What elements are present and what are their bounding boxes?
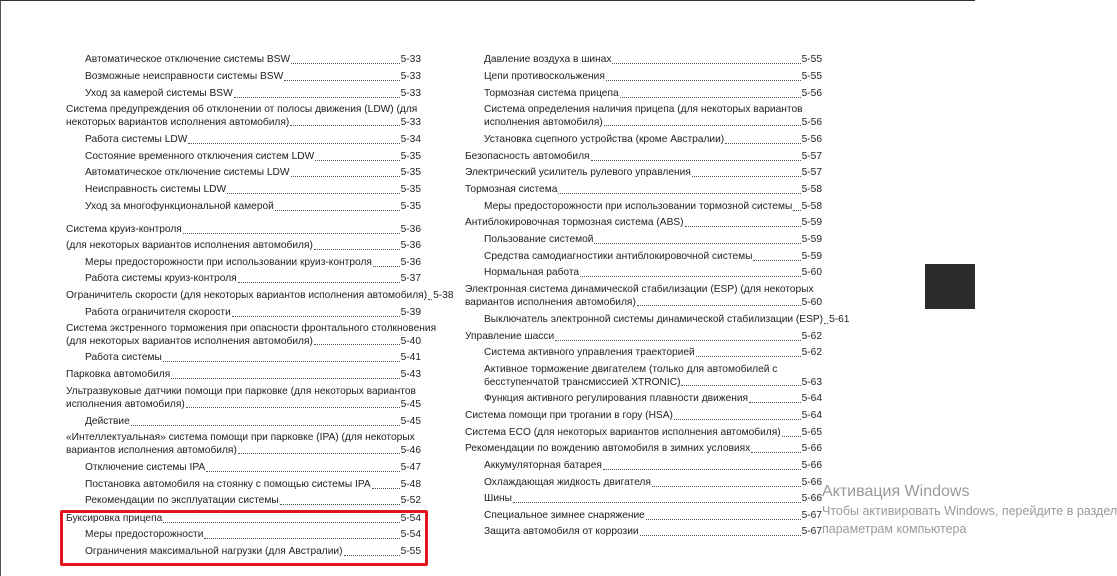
toc-entry-title: Работа системы xyxy=(85,352,162,363)
toc-page-number: 5-33 xyxy=(400,88,421,99)
dot-leader xyxy=(186,407,400,408)
toc-entry[interactable] xyxy=(66,71,421,84)
dot-leader xyxy=(696,356,801,357)
toc-entry[interactable] xyxy=(465,460,822,473)
toc-page-number: 5-66 xyxy=(801,477,822,488)
toc-page-number: 5-43 xyxy=(400,369,421,380)
toc-entry-title: Уход за камерой системы BSW xyxy=(85,88,233,99)
toc-page-number: 5-46 xyxy=(400,444,421,456)
toc-page-number: 5-40 xyxy=(400,335,421,347)
toc-entry[interactable] xyxy=(465,88,822,101)
toc-entry[interactable] xyxy=(66,323,437,348)
toc-entry[interactable] xyxy=(465,134,822,147)
toc-entry-title: Система круиз-контроля xyxy=(66,224,182,235)
toc-entry[interactable] xyxy=(465,427,822,440)
toc-entry-title-continued: бесступенчатой трансмиссией XTRONIC) xyxy=(484,376,681,388)
chapter-tab-marker xyxy=(925,264,975,309)
toc-page-number: 5-57 xyxy=(801,151,822,162)
toc-entry-title: Работа системы LDW xyxy=(85,134,188,145)
dot-leader xyxy=(131,425,400,426)
dot-leader xyxy=(372,488,400,489)
dot-leader xyxy=(749,402,801,403)
dot-leader xyxy=(232,316,400,317)
toc-entry[interactable] xyxy=(66,104,421,129)
dot-leader xyxy=(428,299,432,300)
toc-entry-title: Действие xyxy=(85,416,130,427)
toc-entry-title: Установка сцепного устройства (кроме Австралии) xyxy=(484,134,725,145)
toc-entry-title: Меры предосторожности xyxy=(85,529,204,540)
toc-entry-title: Уход за многофункциональной камерой xyxy=(85,201,274,212)
dot-leader xyxy=(163,361,400,362)
toc-entry-title: «Интеллектуальная» система помощи при парковке (IPA) (для некоторых xyxy=(66,432,415,443)
toc-entry-title: Система ECO (для некоторых вариантов исполнения автомобиля) xyxy=(465,427,781,438)
toc-entry-title: Система экстренного торможения при опасности фронтального столкновения xyxy=(66,323,437,334)
toc-entry-title: Электрический усилитель рулевого управления xyxy=(465,167,691,178)
dot-leader xyxy=(188,143,399,144)
toc-page-number: 5-41 xyxy=(400,352,421,363)
dot-leader xyxy=(604,125,801,126)
dot-leader xyxy=(284,80,399,81)
toc-entry-title: Меры предосторожности при использовании круиз-контроля xyxy=(85,257,372,268)
toc-page-number: 5-56 xyxy=(801,88,822,99)
toc-entry[interactable] xyxy=(66,151,421,164)
toc-page-number: 5-64 xyxy=(801,393,822,404)
toc-entry-title: Нормальная работа xyxy=(484,267,580,278)
dot-leader xyxy=(793,210,800,211)
toc-entry-title: Специальное зимнее снаряжение xyxy=(484,510,645,521)
toc-entry-title: Рекомендации по вождению автомобиля в зимних условиях xyxy=(465,443,751,454)
toc-page-number: 5-66 xyxy=(801,493,822,504)
toc-entry[interactable] xyxy=(465,284,822,309)
toc-entry[interactable] xyxy=(465,184,822,197)
dot-leader xyxy=(685,226,801,227)
toc-entry-title: Управление шасси xyxy=(465,331,555,342)
dot-leader xyxy=(606,80,801,81)
toc-entry[interactable] xyxy=(66,386,421,411)
toc-page-number: 5-61 xyxy=(829,314,850,325)
toc-entry-title: Пользование системой xyxy=(484,234,594,245)
toc-entry-title: Функция активного регулирования плавности движения xyxy=(484,393,749,404)
toc-page-number: 5-47 xyxy=(400,462,421,473)
toc-page-number: 5-34 xyxy=(400,134,421,145)
toc-entry-title: Ограничитель скорости (для некоторых вариантов исполнения автомобиля) xyxy=(66,290,428,301)
dot-leader xyxy=(171,378,399,379)
dot-leader xyxy=(782,436,801,437)
toc-entry[interactable] xyxy=(465,151,822,164)
toc-entry[interactable] xyxy=(66,134,421,147)
dot-leader xyxy=(238,453,400,454)
toc-entry[interactable] xyxy=(465,493,822,506)
toc-entry[interactable] xyxy=(465,234,822,247)
watermark-title: Активация Windows xyxy=(822,483,970,500)
toc-entry[interactable] xyxy=(465,104,822,129)
toc-entry[interactable] xyxy=(66,54,421,67)
dot-leader xyxy=(291,63,400,64)
toc-page-number: 5-36 xyxy=(400,240,421,251)
dot-leader xyxy=(640,535,801,536)
toc-entry[interactable] xyxy=(465,526,822,539)
toc-entry-title-continued: исполнения автомобиля) xyxy=(484,116,603,128)
toc-page-number: 5-39 xyxy=(400,307,421,318)
toc-entry-title: Буксировка прицепа xyxy=(66,513,163,524)
toc-page-number: 5-54 xyxy=(400,529,421,540)
toc-page-number: 5-33 xyxy=(400,116,421,128)
toc-page-number: 5-45 xyxy=(400,416,421,427)
toc-entry-title: Цепи противоскольжения xyxy=(484,71,605,82)
dot-leader xyxy=(580,276,801,277)
toc-entry[interactable] xyxy=(465,393,822,406)
toc-page-number: 5-35 xyxy=(400,184,421,195)
dot-leader xyxy=(594,243,800,244)
toc-entry-title: Ограничения максимальной нагрузки (для Австралии) xyxy=(85,546,343,557)
toc-entry-title: Состояние временного отключения систем LDW xyxy=(85,151,315,162)
toc-entry-title: Система предупреждения об отклонении от полосы движения (LDW) (для xyxy=(66,104,418,115)
toc-entry[interactable] xyxy=(66,167,421,180)
toc-entry-title: Шины xyxy=(484,493,512,504)
toc-entry[interactable] xyxy=(66,416,421,429)
toc-entry-title: Тормозная система прицепа xyxy=(484,88,619,99)
toc-entry-title-continued: некоторых вариантов исполнения автомобиля) xyxy=(66,116,290,128)
dot-leader xyxy=(206,471,399,472)
toc-page-number: 5-62 xyxy=(801,347,822,358)
toc-entry[interactable] xyxy=(66,495,421,508)
toc-entry-title-continued: вариантов исполнения автомобиля) xyxy=(66,444,237,456)
toc-page-number: 5-57 xyxy=(801,167,822,178)
toc-entry-title: Средства самодиагностики антиблокировочной системы xyxy=(484,251,753,262)
toc-entry[interactable] xyxy=(66,257,421,270)
dot-leader xyxy=(652,486,801,487)
toc-entry-title: Аккумуляторная батарея xyxy=(484,460,602,471)
dot-leader xyxy=(603,469,801,470)
toc-page-number: 5-36 xyxy=(400,224,421,235)
dot-leader xyxy=(620,97,801,98)
toc-entry[interactable] xyxy=(465,71,822,84)
toc-entry-title: Постановка автомобиля на стоянку с помощью системы IPA xyxy=(85,479,371,490)
toc-page-number: 5-64 xyxy=(801,410,822,421)
toc-entry[interactable] xyxy=(465,167,822,180)
toc-entry[interactable] xyxy=(465,267,822,280)
toc-page-number: 5-55 xyxy=(801,54,822,65)
toc-page-number: 5-38 xyxy=(433,290,454,301)
toc-entry-title: Тормозная система xyxy=(465,184,558,195)
dot-leader xyxy=(290,125,399,126)
toc-entry-title: (для некоторых вариантов исполнения автомобиля) xyxy=(66,240,313,251)
toc-page-number: 5-59 xyxy=(801,217,822,228)
dot-leader xyxy=(751,452,800,453)
windows-activation-watermark[interactable] xyxy=(822,482,1117,538)
toc-page-number: 5-62 xyxy=(801,331,822,342)
toc-entry-title: Защита автомобиля от коррозии xyxy=(484,526,639,537)
toc-page-number: 5-35 xyxy=(400,151,421,162)
toc-page-number: 5-63 xyxy=(801,376,822,388)
dot-leader xyxy=(591,160,801,161)
dot-leader xyxy=(637,305,801,306)
toc-entry[interactable] xyxy=(465,314,850,327)
toc-entry-title: Активное торможение двигателем (только для автомобилей с xyxy=(484,364,778,375)
dot-leader xyxy=(824,323,828,324)
dot-leader xyxy=(612,63,800,64)
toc-page-number: 5-37 xyxy=(400,273,421,284)
dot-leader xyxy=(315,160,399,161)
dot-leader xyxy=(291,176,400,177)
toc-entry-title: Выключатель электронной системы динамической стабилизации (ESP) xyxy=(484,314,824,325)
dot-leader xyxy=(646,519,801,520)
toc-entry-title: Отключение системы IPA xyxy=(85,462,206,473)
toc-entry-title: Автоматическое отключение системы BSW xyxy=(85,54,291,65)
toc-entry-title: Рекомендации по эксплуатации системы xyxy=(85,495,279,506)
toc-entry-title: Работа системы круиз-контроля xyxy=(85,273,237,284)
toc-entry[interactable] xyxy=(66,184,421,197)
toc-entry[interactable] xyxy=(465,217,822,230)
toc-page-number: 5-67 xyxy=(801,526,822,537)
toc-entry[interactable] xyxy=(66,307,421,320)
toc-entry[interactable] xyxy=(465,251,822,264)
dot-leader xyxy=(234,97,400,98)
toc-entry-title: Электронная система динамической стабилизации (ESP) (для некоторых xyxy=(465,284,814,295)
toc-entry-title: Неисправность системы LDW xyxy=(85,184,227,195)
dot-leader xyxy=(513,502,801,503)
toc-entry-title-continued: (для некоторых вариантов исполнения автомобиля) xyxy=(66,335,313,347)
toc-entry[interactable] xyxy=(465,510,822,523)
dot-leader xyxy=(725,143,800,144)
toc-page-number: 5-65 xyxy=(801,427,822,438)
toc-entry[interactable] xyxy=(66,290,454,303)
toc-entry[interactable] xyxy=(66,201,421,214)
dot-leader xyxy=(183,233,400,234)
toc-page-number: 5-36 xyxy=(400,257,421,268)
toc-entry-title-continued: вариантов исполнения автомобиля) xyxy=(465,296,636,308)
toc-page-number: 5-56 xyxy=(801,116,822,128)
toc-page-number: 5-35 xyxy=(400,167,421,178)
toc-page-number: 5-56 xyxy=(801,134,822,145)
dot-leader xyxy=(373,266,400,267)
toc-entry-title: Система определения наличия прицепа (для некоторых вариантов xyxy=(484,104,803,115)
toc-page-number: 5-33 xyxy=(400,71,421,82)
toc-page-number: 5-66 xyxy=(801,460,822,471)
toc-entry-title-continued: исполнения автомобиля) xyxy=(66,398,185,410)
watermark-line-2: параметрам компьютера xyxy=(822,522,967,536)
dot-leader xyxy=(558,193,800,194)
toc-entry[interactable] xyxy=(66,240,421,253)
toc-entry-title: Безопасность автомобиля xyxy=(465,151,590,162)
toc-entry[interactable] xyxy=(66,224,421,237)
toc-page-number: 5-60 xyxy=(801,296,822,308)
toc-page-number: 5-33 xyxy=(400,54,421,65)
dot-leader xyxy=(674,419,801,420)
dot-leader xyxy=(692,176,801,177)
dot-leader xyxy=(227,193,399,194)
toc-entry[interactable] xyxy=(66,369,421,382)
toc-page-number: 5-45 xyxy=(400,398,421,410)
toc-entry[interactable] xyxy=(66,432,421,457)
toc-entry[interactable] xyxy=(66,462,421,475)
toc-entry-title: Работа ограничителя скорости xyxy=(85,307,231,318)
toc-entry[interactable] xyxy=(465,364,822,389)
toc-entry[interactable] xyxy=(66,88,421,101)
toc-entry-title: Автоматическое отключение системы LDW xyxy=(85,167,290,178)
toc-entry[interactable] xyxy=(66,273,421,286)
toc-entry-title: Давление воздуха в шинах xyxy=(484,54,612,65)
toc-entry-title: Меры предосторожности при использовании тормозной системы xyxy=(484,201,793,212)
toc-entry-title: Ультразвуковые датчики помощи при парковке (для некоторых вариантов xyxy=(66,386,416,397)
toc-entry-title: Парковка автомобиля xyxy=(66,369,171,380)
toc-page-number: 5-48 xyxy=(400,479,421,490)
dot-leader xyxy=(753,260,800,261)
dot-leader xyxy=(314,344,400,345)
toc-page-number: 5-59 xyxy=(801,234,822,245)
dot-leader xyxy=(280,504,400,505)
toc-page-number: 5-55 xyxy=(400,546,421,557)
toc-entry-title: Возможные неисправности системы BSW xyxy=(85,71,284,82)
toc-entry[interactable] xyxy=(465,477,822,490)
watermark-line-1: Чтобы активировать Windows, перейдите в раздел xyxy=(822,504,1117,518)
toc-entry[interactable] xyxy=(465,443,822,456)
toc-page-number: 5-35 xyxy=(400,201,421,212)
toc-page-number: 5-58 xyxy=(801,201,822,212)
toc-page-number: 5-54 xyxy=(400,513,421,524)
toc-page-number: 5-66 xyxy=(801,443,822,454)
toc-entry-title: Система активного управления траекторией xyxy=(484,347,695,358)
toc-entry[interactable] xyxy=(465,54,822,67)
toc-entry-title: Охлаждающая жидкость двигателя xyxy=(484,477,651,488)
toc-page-number: 5-67 xyxy=(801,510,822,521)
toc-page-number: 5-60 xyxy=(801,267,822,278)
dot-leader xyxy=(555,340,800,341)
dot-leader xyxy=(681,385,800,386)
highlight-box xyxy=(60,510,428,566)
toc-entry[interactable] xyxy=(465,331,822,344)
dot-leader xyxy=(238,282,400,283)
toc-entry[interactable] xyxy=(66,352,421,365)
toc-entry[interactable] xyxy=(465,201,822,214)
toc-entry-title: Система помощи при трогании в гору (HSA) xyxy=(465,410,673,421)
dot-leader xyxy=(314,249,400,250)
toc-page-number: 5-55 xyxy=(801,71,822,82)
toc-entry[interactable] xyxy=(465,410,822,423)
dot-leader xyxy=(275,210,400,211)
toc-page-number: 5-59 xyxy=(801,251,822,262)
toc-entry[interactable] xyxy=(465,347,822,360)
toc-entry[interactable] xyxy=(66,479,421,492)
toc-entry-title: Антиблокировочная тормозная система (ABS) xyxy=(465,217,684,228)
toc-page-number: 5-52 xyxy=(400,495,421,506)
toc-page-number: 5-58 xyxy=(801,184,822,195)
